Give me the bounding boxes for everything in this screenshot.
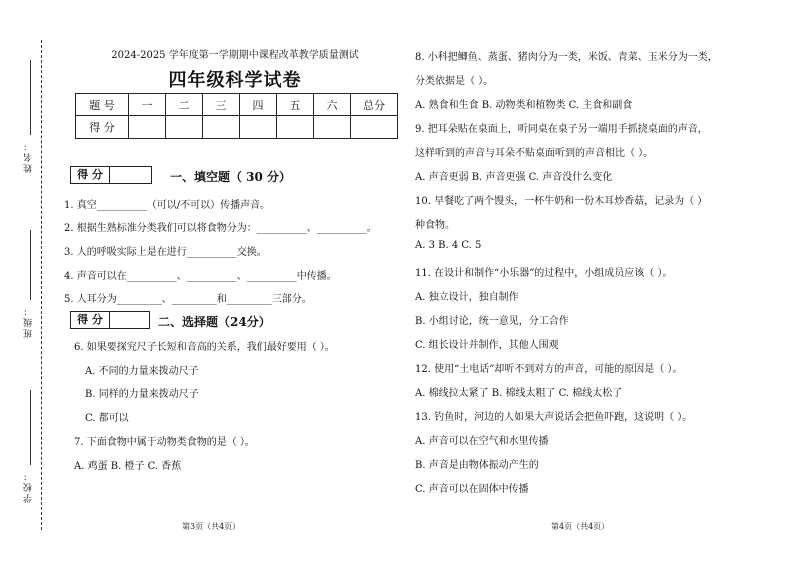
question-8-cont: 分类依据是（ ）。 — [415, 76, 494, 87]
section1-scorebox — [70, 166, 152, 184]
question-3: 3. 人的呼吸实际上是在进行__________交换。 — [64, 247, 267, 258]
exam-subtitle: 2024-2025 学年度第一学期期中课程改革教学质量测试 — [111, 50, 359, 61]
question-13-option-b: B. 声音是由物体振动产生的 — [415, 460, 539, 471]
question-9-cont: 这样听到的声音与耳朵不贴桌面听到的声音相比（ ）。 — [415, 148, 654, 159]
section2-title: 二、选择题（24分） — [158, 315, 271, 329]
question-10-options: A. 3 B. 4 C. 5 — [415, 240, 482, 251]
question-11-option-a: A. 独立设计，独自制作 — [415, 292, 519, 303]
question-8-options: A. 熟食和生食 B. 动物类和植物类 C. 主食和副食 — [415, 100, 633, 111]
question-11-option-c: C. 组长设计并制作，其他人围观 — [415, 340, 559, 351]
question-9: 9. 把耳朵贴在桌面上，听同桌在桌子另一端用手抓挠桌面的声音， — [415, 124, 708, 135]
question-12-options: A. 棉线拉太紧了 B. 棉线太粗了 C. 棉线太松了 — [415, 388, 623, 399]
question-6-option-b: B. 同样的力量来拨动尺子 — [85, 389, 199, 400]
question-7: 7. 下面食物中属于动物类食物的是（ ）。 — [74, 437, 255, 448]
score-table-header: 六 — [314, 94, 351, 116]
question-9-options: A. 声音更弱 B. 声音更强 C. 声音没什么变化 — [415, 172, 613, 183]
scorebox-label: 得 分 — [71, 167, 110, 183]
page-number-left: 第3页（共4页） — [182, 522, 241, 531]
question-10: 10. 早餐吃了两个馒头，一杯牛奶和一份木耳炒香菇，记录为（ ） — [415, 196, 708, 207]
side-school-label: 学校： — [24, 470, 34, 503]
question-11-option-b: B. 小组讨论，统一意见，分工合作 — [415, 316, 569, 327]
score-table-header: 五 — [277, 94, 314, 116]
question-13: 13. 钓鱼时，河边的人如果大声说话会把鱼吓跑，这说明（ ）。 — [415, 412, 693, 423]
question-2: 2. 根据生熟标准分类我们可以将食物分为：__________、__________。 — [64, 223, 377, 234]
score-cell[interactable] — [277, 116, 314, 139]
side-name-underline — [30, 60, 31, 135]
score-table-header: 题 号 — [76, 94, 129, 116]
exam-title: 四年级科学试卷 — [168, 70, 302, 91]
question-6-option-a: A. 不同的力量来拨动尺子 — [85, 366, 199, 377]
score-table-row-label: 得 分 — [76, 116, 129, 139]
score-cell[interactable] — [314, 116, 351, 139]
scorebox-blank[interactable] — [110, 167, 151, 183]
question-5: 5. 人耳分为_________、_________和_________三部分。 — [64, 294, 312, 305]
section2-scorebox — [70, 311, 150, 329]
question-8: 8. 小科把鲫鱼、蒸蛋、猪肉分为一类，米饭、青菜、玉米分为一类， — [415, 52, 718, 63]
question-4: 4. 声音可以在__________、__________、__________中传播。 — [64, 271, 337, 282]
question-13-option-a: A. 声音可以在空气和水里传播 — [415, 436, 549, 447]
question-6-option-c: C. 都可以 — [85, 413, 129, 424]
question-12: 12. 使用“土电话”却听不到对方的声音，可能的原因是（ ）。 — [415, 364, 683, 375]
score-cell[interactable] — [240, 116, 277, 139]
score-table-header: 总分 — [351, 94, 398, 116]
score-table-header: 二 — [166, 94, 203, 116]
score-cell[interactable] — [351, 116, 398, 139]
scorebox-label: 得 分 — [71, 312, 110, 328]
binding-dashed-line — [41, 40, 42, 530]
score-table-header: 一 — [129, 94, 166, 116]
scorebox-blank[interactable] — [110, 312, 149, 328]
side-name-label: 姓名： — [24, 140, 34, 173]
score-cell[interactable] — [203, 116, 240, 139]
question-6: 6. 如果要探究尺子长短和音高的关系，我们最好要用（ ）。 — [74, 342, 335, 353]
question-1: 1. 真空__________（可以/不可以）传播声音。 — [64, 200, 271, 211]
question-7-options: A. 鸡蛋 B. 橙子 C. 香蕉 — [74, 461, 182, 472]
score-cell[interactable] — [129, 116, 166, 139]
page-number-right: 第4页（共4页） — [551, 522, 610, 531]
question-13-option-c: C. 声音可以在固体中传播 — [415, 484, 529, 495]
section1-title: 一、填空题（ 30 分） — [170, 170, 292, 184]
score-cell[interactable] — [166, 116, 203, 139]
score-table — [75, 93, 398, 139]
side-class-label: 班级： — [24, 305, 34, 338]
score-table-header: 四 — [240, 94, 277, 116]
score-table-header: 三 — [203, 94, 240, 116]
question-10-cont: 种食物。 — [415, 220, 455, 231]
question-11: 11. 在设计和制作“小乐器”的过程中，小组成员应该（ ）。 — [415, 268, 673, 279]
side-class-underline — [30, 230, 31, 300]
side-school-underline — [30, 390, 31, 465]
